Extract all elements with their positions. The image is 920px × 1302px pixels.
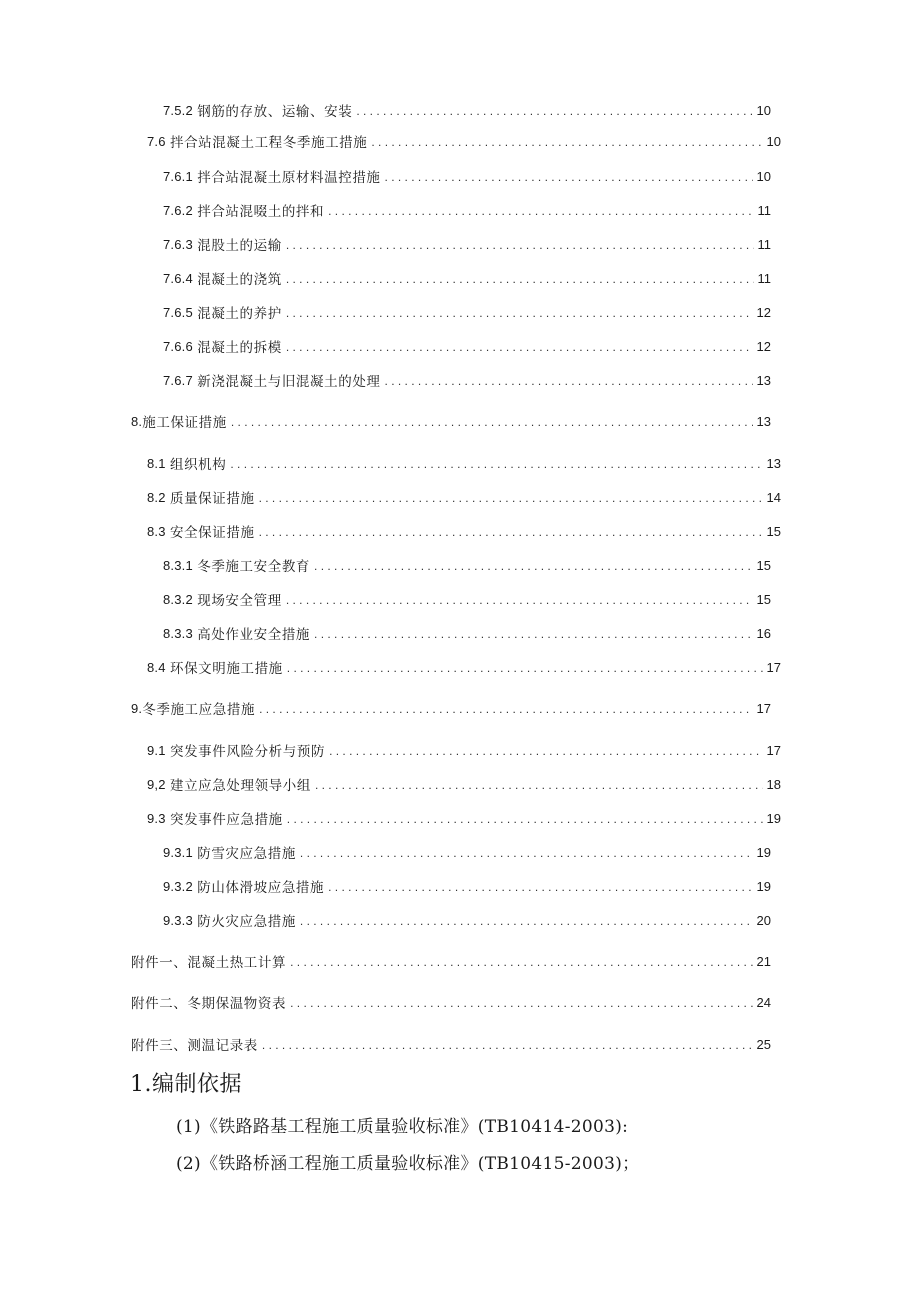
toc-entry-number: 8.4	[147, 659, 166, 675]
toc-entry[interactable]	[147, 453, 781, 473]
toc-entry-title: 钢筋的存放、运输、安装	[197, 104, 353, 120]
toc-leader-dots	[371, 135, 762, 149]
toc-entry-page: 15	[756, 557, 771, 573]
toc-entry-page: 17	[766, 659, 781, 675]
toc-entry-number: 7.6.4	[163, 270, 193, 286]
toc-entry-number: 8.1	[147, 455, 166, 471]
toc-entry-page: 14	[766, 489, 781, 505]
toc-leader-dots	[259, 525, 763, 539]
toc-entry[interactable]	[147, 131, 781, 151]
section-heading: 1.编制依据	[130, 1072, 242, 1097]
toc-leader-dots	[300, 914, 753, 928]
toc-entry-number: 8.3.2	[163, 591, 193, 607]
toc-entry[interactable]	[163, 268, 771, 288]
toc-leader-dots	[314, 559, 753, 573]
toc-entry-title: 防山体滑坡应急措施	[197, 880, 325, 896]
toc-leader-dots	[315, 778, 763, 792]
toc-leader-dots	[286, 238, 754, 252]
toc-entry[interactable]	[147, 657, 781, 677]
toc-entry-page: 11	[757, 270, 771, 286]
toc-entry-number: 8.3	[147, 523, 166, 539]
toc-leader-dots	[262, 1038, 753, 1052]
toc-entry[interactable]	[147, 808, 781, 828]
toc-entry[interactable]	[163, 842, 771, 862]
toc-leader-dots	[290, 955, 752, 969]
toc-entry[interactable]	[163, 336, 771, 356]
toc-entry-page: 16	[756, 625, 771, 641]
toc-leader-dots	[231, 415, 753, 429]
toc-entry-page: 12	[756, 338, 771, 354]
toc-entry-page: 17	[766, 742, 781, 758]
toc-entry-title: 混凝土的拆模	[197, 340, 282, 356]
toc-entry-number: 7.6.5	[163, 304, 193, 320]
toc-entry-number: 8.3.3	[163, 625, 193, 641]
toc-entry-number: 9.3.3	[163, 912, 193, 928]
toc-entry-page: 19	[756, 878, 771, 894]
toc-leader-dots	[287, 812, 763, 826]
toc-entry[interactable]	[163, 555, 771, 575]
toc-leader-dots	[314, 627, 753, 641]
toc-entry[interactable]	[147, 774, 781, 794]
toc-leader-dots	[290, 996, 752, 1010]
basis-item: (1)《铁路路基工程施工质量验收标准》(TB10414-2003):	[176, 1117, 629, 1137]
toc-leader-dots	[259, 702, 752, 716]
toc-entry[interactable]	[163, 623, 771, 643]
toc-entry-title: 安全保证措施	[169, 525, 255, 541]
toc-leader-dots	[329, 744, 762, 758]
toc-entry-number: 9.3.1	[163, 844, 193, 860]
toc-entry-title: 混凝土的浇筑	[197, 272, 282, 288]
toc-entry-page: 15	[756, 591, 771, 607]
toc-entry[interactable]	[163, 370, 771, 390]
toc-entry-number: 7.5.2	[163, 102, 193, 118]
toc-entry-title: 拌合站混凝土工程冬季施工措施	[169, 135, 368, 151]
toc-entry-title: 冬季施工安全教育	[197, 559, 311, 575]
toc-entry-title: 环保文明施工措施	[169, 661, 283, 677]
toc-entry[interactable]	[131, 1034, 771, 1054]
toc-entry-number: 9.3	[147, 810, 166, 826]
toc-entry-title: 混股土的运输	[197, 238, 282, 254]
toc-leader-dots	[385, 374, 753, 388]
toc-entry-number: 9.1	[147, 742, 166, 758]
toc-entry-page: 15	[766, 523, 781, 539]
toc-entry[interactable]	[147, 740, 781, 760]
toc-entry-title: 冬季施工应急措施	[142, 702, 256, 718]
toc-entry-number: 7.6.3	[163, 236, 193, 252]
toc-entry-number: 8.	[131, 413, 143, 429]
toc-entry-page: 20	[756, 912, 771, 928]
toc-entry[interactable]	[163, 589, 771, 609]
toc-entry[interactable]	[131, 951, 771, 971]
toc-entry-page: 10	[766, 133, 781, 149]
toc-entry-title: 突发事件风险分析与预防	[169, 744, 326, 760]
toc-entry[interactable]	[131, 698, 771, 718]
toc-entry-title: 附件三、测温记录表	[131, 1038, 258, 1054]
toc-entry-title: 附件二、冬期保温物资表	[131, 996, 287, 1012]
toc-entry-title: 质量保证措施	[169, 491, 255, 507]
toc-entry-title: 附件一、混凝土热工计算	[131, 955, 287, 971]
toc-entry-page: 25	[756, 1036, 771, 1052]
toc-entry[interactable]	[163, 910, 771, 930]
toc-entry-page: 11	[757, 236, 771, 252]
toc-entry-number: 8.3.1	[163, 557, 193, 573]
toc-entry-title: 现场安全管理	[197, 593, 282, 609]
toc-entry-title: 新浇混凝土与旧混凝土的处理	[197, 374, 381, 390]
toc-entry-title: 组织机构	[169, 457, 227, 473]
toc-entry-number: 7.6.2	[163, 202, 193, 218]
toc-leader-dots	[286, 340, 753, 354]
toc-entry-title: 突发事件应急措施	[169, 812, 283, 828]
toc-entry-number: 7.6.7	[163, 372, 193, 388]
toc-entry-page: 10	[756, 102, 771, 118]
toc-entry-page: 12	[756, 304, 771, 320]
toc-leader-dots	[300, 846, 753, 860]
toc-entry-page: 11	[757, 202, 771, 218]
toc-entry[interactable]	[147, 521, 781, 541]
toc-entry-page: 17	[756, 700, 771, 716]
toc-entry-page: 13	[756, 413, 771, 429]
toc-entry-page: 24	[756, 994, 771, 1010]
toc-leader-dots	[328, 204, 753, 218]
toc-entry-title: 防火灾应急措施	[197, 914, 296, 930]
toc-entry[interactable]	[147, 487, 781, 507]
toc-entry[interactable]	[163, 876, 771, 896]
toc-entry-title: 高处作业安全措施	[197, 627, 311, 643]
toc-leader-dots	[286, 306, 753, 320]
toc-leader-dots	[385, 170, 753, 184]
toc-entry[interactable]	[131, 992, 771, 1012]
toc-entry[interactable]	[163, 166, 771, 186]
toc-entry[interactable]	[163, 200, 771, 220]
toc-entry[interactable]	[163, 234, 771, 254]
toc-entry-page: 10	[756, 168, 771, 184]
toc-entry-page: 21	[756, 953, 771, 969]
toc-entry-number: 9,2	[147, 776, 166, 792]
toc-leader-dots	[286, 593, 753, 607]
toc-entry-number: 9.3.2	[163, 878, 193, 894]
toc-entry-title: 建立应急处理领导小组	[169, 778, 311, 794]
toc-entry-number: 7.6.1	[163, 168, 193, 184]
toc-entry-page: 18	[766, 776, 781, 792]
toc-entry-number: 8.2	[147, 489, 166, 505]
toc-entry-page: 19	[756, 844, 771, 860]
toc-entry-title: 施工保证措施	[142, 415, 227, 431]
toc-entry-number: 7.6	[147, 133, 166, 149]
toc-entry-number: 9.	[131, 700, 143, 716]
toc-entry-page: 13	[756, 372, 771, 388]
toc-entry-title: 混凝土的养护	[197, 306, 282, 322]
toc-entry-page: 19	[766, 810, 781, 826]
basis-item: (2)《铁路桥涵工程施工质量验收标准》(TB10415-2003)；	[176, 1154, 640, 1174]
toc-leader-dots	[356, 104, 752, 118]
toc-entry-title: 防雪灾应急措施	[197, 846, 296, 862]
toc-entry[interactable]	[163, 302, 771, 322]
toc-entry-page: 13	[766, 455, 781, 471]
toc-leader-dots	[230, 457, 762, 471]
toc-entry[interactable]	[131, 411, 771, 431]
toc-leader-dots	[286, 272, 754, 286]
toc-entry-number: 7.6.6	[163, 338, 193, 354]
toc-entry-title: 拌合站混凝土原材料温控措施	[197, 170, 381, 186]
toc-leader-dots	[328, 880, 752, 894]
toc-entry-title: 拌合站混啜土的拌和	[197, 204, 325, 220]
toc-entry[interactable]	[163, 100, 771, 120]
toc-leader-dots	[287, 661, 763, 675]
toc-leader-dots	[259, 491, 763, 505]
